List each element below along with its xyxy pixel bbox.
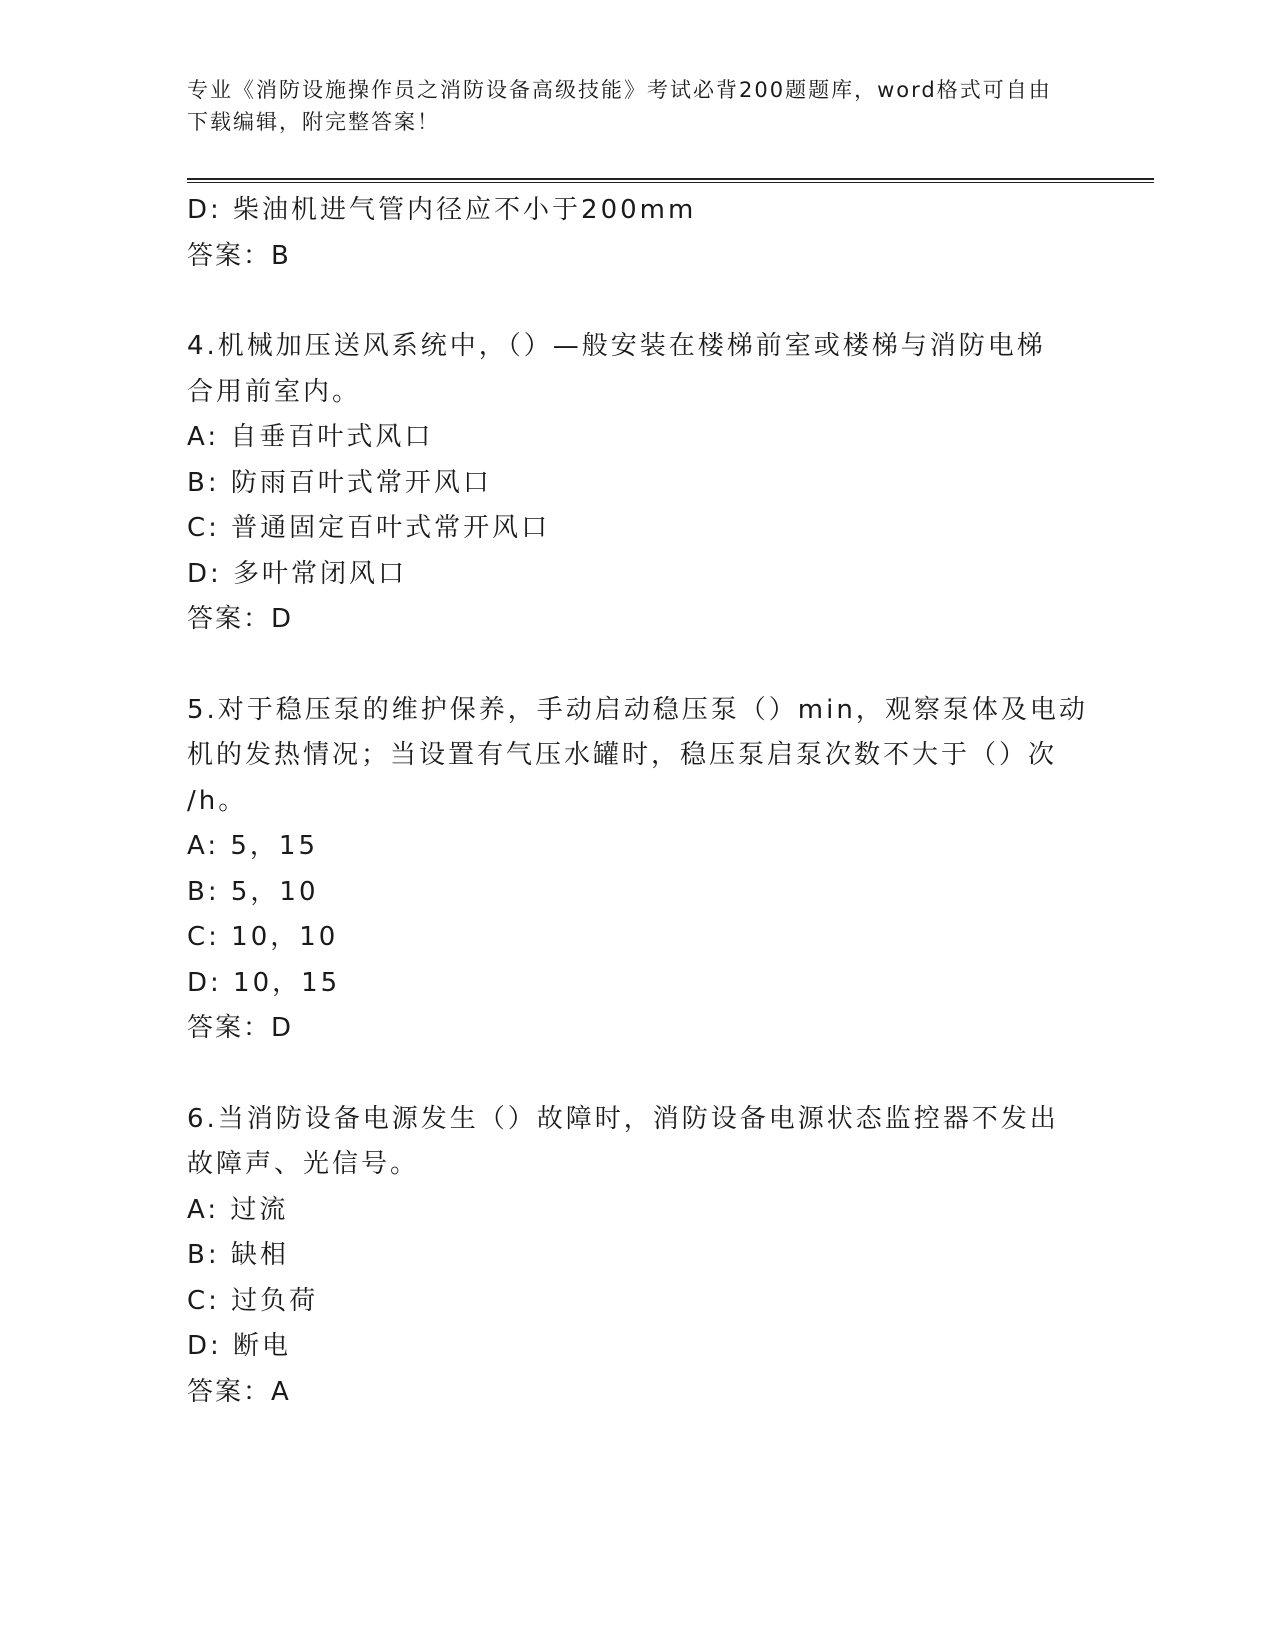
answer-line: 答案：A xyxy=(187,1376,291,1407)
question-text: 4.机械加压送风系统中，（）—般安装在楼梯前室或楼梯与消防电梯 xyxy=(187,331,1046,361)
page-header: 专业《消防设施操作员之消防设备高级技能》考试必背200题题库，word格式可自由下载编辑，附完整答案！ xyxy=(187,78,1052,134)
answer-line: 答案：B xyxy=(187,240,291,271)
header-divider xyxy=(187,178,1154,183)
answer-line: 答案：D xyxy=(187,604,294,634)
option-a: A: 过流 xyxy=(187,1194,289,1225)
option-d: D: 断电 xyxy=(187,1331,292,1361)
option-c: C: 10，10 xyxy=(187,922,339,952)
question-text: /h。 xyxy=(187,785,248,816)
option-d: D: 多叶常闭风口 xyxy=(187,558,408,589)
question-text: 合用前室内。 xyxy=(187,376,362,407)
option-c: C: 过负荷 xyxy=(187,1285,319,1316)
option-b: B: 防雨百叶式常开风口 xyxy=(187,467,492,498)
option-d: D: 柴油机进气管内径应不小于200mm xyxy=(187,195,697,225)
option-c: C: 普通固定百叶式常开风口 xyxy=(187,513,551,543)
spacer xyxy=(187,643,1067,688)
option-a: A: 5，15 xyxy=(187,831,318,861)
question-text: 机的发热情况；当设置有气压水罐时，稳压泵启泵次数不大于（）次 xyxy=(187,740,1058,770)
spacer xyxy=(187,279,1067,324)
question-text: 6.当消防设备电源发生（）故障时，消防设备电源状态监控器不发出 xyxy=(187,1103,1059,1134)
question-text: 故障声、光信号。 xyxy=(187,1149,420,1179)
answer-line: 答案：D xyxy=(187,1013,294,1043)
spacer xyxy=(187,1052,1067,1097)
option-b: B: 5，10 xyxy=(187,876,319,907)
question-text: 5.对于稳压泵的维护保养，手动启动稳压泵（）min，观察泵体及电动 xyxy=(187,694,1088,725)
option-b: B: 缺相 xyxy=(187,1240,289,1270)
option-d: D: 10，15 xyxy=(187,967,341,998)
question-content xyxy=(187,188,1088,1415)
option-a: A: 自垂百叶式风口 xyxy=(187,422,434,452)
